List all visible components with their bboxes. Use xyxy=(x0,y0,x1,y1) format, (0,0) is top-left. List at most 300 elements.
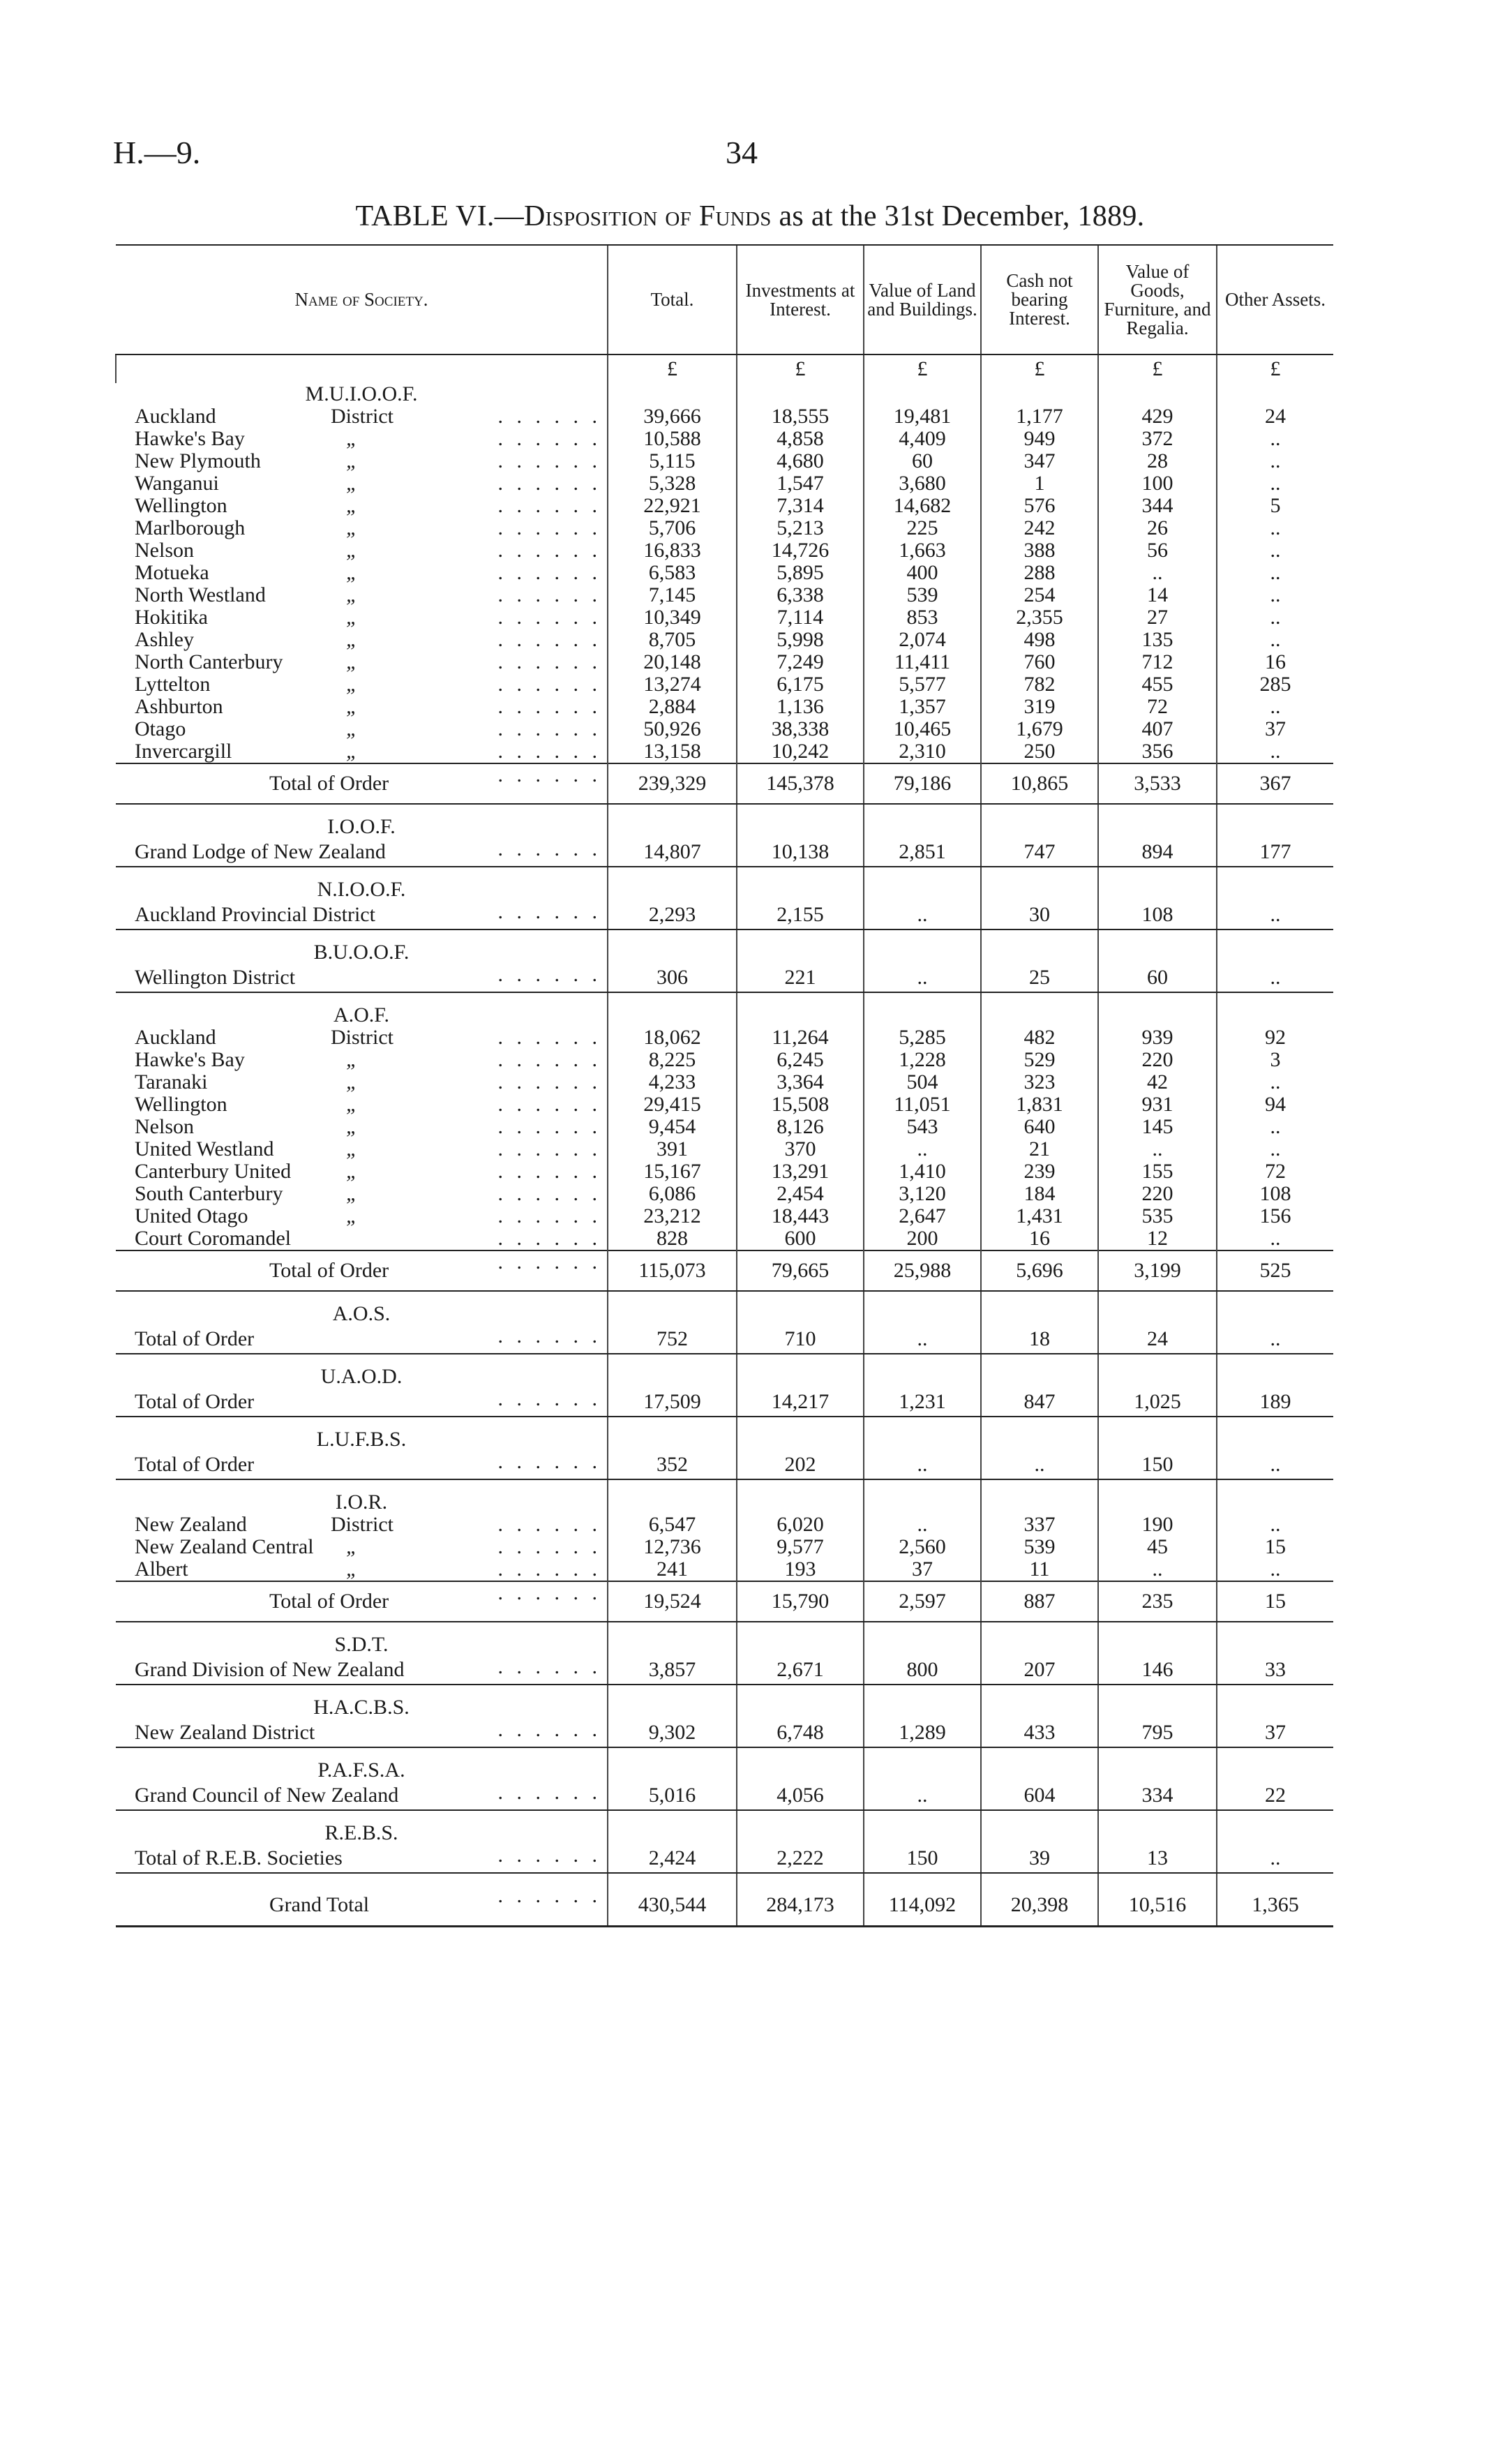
branch-name xyxy=(116,1093,608,1116)
value-cell: 2,074 xyxy=(864,629,981,651)
value-cell: 9,454 xyxy=(608,1116,737,1138)
value-cell: 2,671 xyxy=(737,1656,864,1685)
empty-cell xyxy=(608,992,737,1004)
empty-cell xyxy=(864,1873,981,1885)
units-spacer xyxy=(116,354,608,383)
value-cell: 17,509 xyxy=(608,1388,737,1417)
value-cell: 22,921 xyxy=(608,495,737,517)
value-cell: 193 xyxy=(737,1558,864,1581)
value-cell: 712 xyxy=(1098,651,1217,673)
empty-cell xyxy=(864,992,981,1004)
empty-cell xyxy=(981,383,1098,405)
value-cell: 5,998 xyxy=(737,629,864,651)
ditto-mark: „ xyxy=(346,1535,358,1558)
section-spacer xyxy=(116,1479,1333,1491)
branch-name-text: Nelson xyxy=(135,539,194,562)
value-cell: 372 xyxy=(1098,428,1217,450)
empty-cell xyxy=(737,1873,864,1885)
empty-cell xyxy=(1217,992,1333,1004)
society-heading: N.I.O.O.F. xyxy=(317,878,406,901)
empty-cell xyxy=(1217,1696,1333,1719)
society-heading-row xyxy=(116,1303,1333,1325)
value-cell: 220 xyxy=(1098,1183,1217,1205)
value-cell: 15 xyxy=(1217,1536,1333,1558)
empty-cell xyxy=(981,929,1098,941)
branch-name-text: Auckland xyxy=(135,405,216,428)
value-cell: .. xyxy=(864,1325,981,1354)
branch-name-text: North Westland xyxy=(135,583,266,606)
value-cell: 2,597 xyxy=(864,1581,981,1622)
value-cell: 18,555 xyxy=(737,405,864,428)
empty-cell xyxy=(1217,1634,1333,1656)
value-cell: 1,679 xyxy=(981,718,1098,740)
col-header-name: Name of Society. xyxy=(116,245,608,354)
value-cell: 429 xyxy=(1098,405,1217,428)
value-cell: 10,865 xyxy=(981,763,1098,804)
value-cell: .. xyxy=(1217,428,1333,450)
leader-dots: . . . . . . xyxy=(497,1324,601,1347)
society-heading-row xyxy=(116,1428,1333,1451)
leader-dots: . . . . . . xyxy=(497,1884,601,1907)
leader-dots: . . . . . . xyxy=(497,1558,601,1581)
branch-row xyxy=(116,673,1333,696)
empty-cell xyxy=(608,816,737,838)
title-caption: Disposition of Funds xyxy=(524,200,772,232)
value-cell: .. xyxy=(1217,606,1333,629)
value-cell: 344 xyxy=(1098,495,1217,517)
empty-cell xyxy=(864,1417,981,1428)
value-cell: 45 xyxy=(1098,1536,1217,1558)
value-cell: 5,213 xyxy=(737,517,864,539)
leader-dots: . . . . . . xyxy=(497,516,601,539)
value-cell: 10,242 xyxy=(737,740,864,763)
value-cell: 10,465 xyxy=(864,718,981,740)
section-spacer xyxy=(116,1291,1333,1303)
empty-cell xyxy=(1098,1366,1217,1388)
leader-dots: . . . . . . xyxy=(497,1535,601,1558)
value-cell: 8,225 xyxy=(608,1049,737,1071)
value-cell: .. xyxy=(1217,1451,1333,1479)
value-cell: 189 xyxy=(1217,1388,1333,1417)
empty-cell xyxy=(864,1479,981,1491)
value-cell: 10,138 xyxy=(737,838,864,867)
branch-name xyxy=(116,901,608,929)
unit-cell: £ xyxy=(608,354,737,383)
unit-cell: £ xyxy=(981,354,1098,383)
value-cell: .. xyxy=(1217,450,1333,472)
spacer-cell xyxy=(116,1417,608,1428)
ditto-mark: „ xyxy=(346,1558,358,1581)
value-cell: 9,302 xyxy=(608,1719,737,1747)
branch-row xyxy=(116,718,1333,740)
branch-name xyxy=(116,495,608,517)
empty-cell xyxy=(981,804,1098,816)
empty-cell xyxy=(737,1354,864,1366)
branch-name-text: Motueka xyxy=(135,561,209,584)
value-cell: 37 xyxy=(1217,718,1333,740)
value-cell: 4,233 xyxy=(608,1071,737,1093)
value-cell: 18,443 xyxy=(737,1205,864,1227)
empty-cell xyxy=(1098,383,1217,405)
value-cell: 8,705 xyxy=(608,629,737,651)
value-cell: 10,588 xyxy=(608,428,737,450)
value-cell: 20,148 xyxy=(608,651,737,673)
branch-name-text: Total of Order xyxy=(135,1327,255,1350)
branch-name xyxy=(116,584,608,606)
empty-cell xyxy=(1217,1291,1333,1303)
branch-row xyxy=(116,1138,1333,1160)
value-cell: 5,696 xyxy=(981,1250,1098,1291)
value-cell: 1,357 xyxy=(864,696,981,718)
value-cell: .. xyxy=(1217,1558,1333,1581)
society-heading: A.O.F. xyxy=(333,1003,390,1026)
ditto-mark: „ xyxy=(346,740,358,763)
value-cell: 72 xyxy=(1098,696,1217,718)
branch-name-text: Grand Council of New Zealand xyxy=(135,1784,399,1807)
society-heading: B.U.O.O.F. xyxy=(313,941,410,964)
branch-row xyxy=(116,1116,1333,1138)
order-total-row xyxy=(116,1581,1333,1622)
value-cell: 504 xyxy=(864,1071,981,1093)
empty-cell xyxy=(1098,1822,1217,1844)
empty-cell xyxy=(864,879,981,901)
branch-row xyxy=(116,606,1333,629)
value-cell: 60 xyxy=(864,450,981,472)
spacer-cell xyxy=(116,1291,608,1303)
value-cell: 6,338 xyxy=(737,584,864,606)
value-cell: 72 xyxy=(1217,1160,1333,1183)
value-cell: 14,217 xyxy=(737,1388,864,1417)
leader-dots: . . . . . . xyxy=(497,1250,601,1274)
value-cell: 9,577 xyxy=(737,1536,864,1558)
empty-cell xyxy=(1098,816,1217,838)
empty-cell xyxy=(1217,1366,1333,1388)
value-cell: 13,291 xyxy=(737,1160,864,1183)
ditto-mark: „ xyxy=(346,1048,358,1071)
value-cell: 2,560 xyxy=(864,1536,981,1558)
value-cell: 931 xyxy=(1098,1093,1217,1116)
branch-name xyxy=(116,1138,608,1160)
value-cell: 242 xyxy=(981,517,1098,539)
branch-name-text: Hokitika xyxy=(135,606,208,629)
value-cell: 284,173 xyxy=(737,1885,864,1927)
value-cell: 108 xyxy=(1098,901,1217,929)
value-cell: 60 xyxy=(1098,964,1217,992)
empty-cell xyxy=(1217,1747,1333,1759)
value-cell: 7,249 xyxy=(737,651,864,673)
branch-name-text: United Otago xyxy=(135,1204,248,1227)
value-cell: 155 xyxy=(1098,1160,1217,1183)
empty-cell xyxy=(864,1747,981,1759)
leader-dots: . . . . . . xyxy=(497,561,601,584)
society-heading: H.A.C.B.S. xyxy=(313,1696,410,1719)
branch-name xyxy=(116,1656,608,1685)
leader-dots: . . . . . . xyxy=(497,1182,601,1205)
empty-cell xyxy=(864,941,981,964)
empty-cell xyxy=(608,1354,737,1366)
branch-name-text: Otago xyxy=(135,717,186,740)
empty-cell xyxy=(608,941,737,964)
value-cell: 795 xyxy=(1098,1719,1217,1747)
value-cell: 92 xyxy=(1217,1026,1333,1049)
empty-cell xyxy=(981,1354,1098,1366)
empty-cell xyxy=(1098,1491,1217,1514)
branch-name xyxy=(116,1049,608,1071)
ditto-mark: „ xyxy=(346,1070,358,1093)
value-cell: 939 xyxy=(1098,1026,1217,1049)
value-cell: 13,158 xyxy=(608,740,737,763)
order-total-label xyxy=(116,1250,608,1291)
value-cell: 5,706 xyxy=(608,517,737,539)
branch-name xyxy=(116,1071,608,1093)
empty-cell xyxy=(981,879,1098,901)
value-cell: 14,726 xyxy=(737,539,864,562)
empty-cell xyxy=(1217,867,1333,879)
order-total-row xyxy=(116,763,1333,804)
empty-cell xyxy=(737,804,864,816)
value-cell: 433 xyxy=(981,1719,1098,1747)
society-heading-row xyxy=(116,1366,1333,1388)
branch-name-text: Court Coromandel xyxy=(135,1227,292,1250)
value-cell: 4,680 xyxy=(737,450,864,472)
value-cell: 145,378 xyxy=(737,763,864,804)
value-cell: 288 xyxy=(981,562,1098,584)
empty-cell xyxy=(1217,1303,1333,1325)
value-cell: 2,355 xyxy=(981,606,1098,629)
branch-name xyxy=(116,1782,608,1810)
value-cell: .. xyxy=(864,901,981,929)
value-cell: 847 xyxy=(981,1388,1098,1417)
value-cell: 356 xyxy=(1098,740,1217,763)
value-cell: 202 xyxy=(737,1451,864,1479)
value-cell: 21 xyxy=(981,1138,1098,1160)
value-cell: 29,415 xyxy=(608,1093,737,1116)
empty-cell xyxy=(737,1004,864,1026)
society-row xyxy=(116,964,1333,992)
value-cell: 347 xyxy=(981,450,1098,472)
empty-cell xyxy=(981,1810,1098,1822)
empty-cell xyxy=(1098,1634,1217,1656)
value-cell: .. xyxy=(1217,1844,1333,1873)
value-cell: 37 xyxy=(1217,1719,1333,1747)
empty-cell xyxy=(737,1303,864,1325)
branch-name xyxy=(116,562,608,584)
empty-cell xyxy=(737,1491,864,1514)
ditto-mark: „ xyxy=(346,1137,358,1160)
value-cell: 2,884 xyxy=(608,696,737,718)
empty-cell xyxy=(737,1622,864,1634)
value-cell: 135 xyxy=(1098,629,1217,651)
branch-name-text: Total of Order xyxy=(135,1453,255,1476)
value-cell: .. xyxy=(1098,1138,1217,1160)
empty-cell xyxy=(737,1291,864,1303)
value-cell: 27 xyxy=(1098,606,1217,629)
branch-name xyxy=(116,517,608,539)
value-cell: 200 xyxy=(864,1227,981,1250)
empty-cell xyxy=(981,1417,1098,1428)
branch-row xyxy=(116,629,1333,651)
col-header-land: Value of Land and Buildings. xyxy=(864,245,981,354)
empty-cell xyxy=(864,804,981,816)
ditto-mark: „ xyxy=(346,1093,358,1116)
value-cell: 5,328 xyxy=(608,472,737,495)
empty-cell xyxy=(608,1417,737,1428)
leader-dots: . . . . . . xyxy=(497,1026,601,1049)
society-heading: U.A.O.D. xyxy=(320,1365,403,1388)
empty-cell xyxy=(1217,879,1333,901)
value-cell: 25,988 xyxy=(864,1250,981,1291)
empty-cell xyxy=(737,992,864,1004)
branch-name-text: Canterbury United xyxy=(135,1160,292,1183)
branch-name xyxy=(116,673,608,696)
spacer-cell xyxy=(116,1354,608,1366)
empty-cell xyxy=(1217,1479,1333,1491)
value-cell: 5,016 xyxy=(608,1782,737,1810)
branch-row xyxy=(116,428,1333,450)
branch-name xyxy=(116,651,608,673)
empty-cell xyxy=(737,1822,864,1844)
value-cell: 1,025 xyxy=(1098,1388,1217,1417)
section-spacer xyxy=(116,1354,1333,1366)
branch-name-text: Hawke's Bay xyxy=(135,427,245,450)
value-cell: 6,020 xyxy=(737,1514,864,1536)
empty-cell xyxy=(608,1428,737,1451)
value-cell: 16,833 xyxy=(608,539,737,562)
value-cell: 710 xyxy=(737,1325,864,1354)
empty-cell xyxy=(981,816,1098,838)
ditto-mark: „ xyxy=(346,583,358,606)
value-cell: 239 xyxy=(981,1160,1098,1183)
value-cell: 33 xyxy=(1217,1656,1333,1685)
section-spacer xyxy=(116,1810,1333,1822)
branch-name-text: South Canterbury xyxy=(135,1182,283,1205)
empty-cell xyxy=(864,1291,981,1303)
empty-cell xyxy=(981,1491,1098,1514)
branch-name xyxy=(116,1227,608,1250)
empty-cell xyxy=(1098,1622,1217,1634)
leader-dots: . . . . . . xyxy=(497,1581,601,1604)
branch-name xyxy=(116,629,608,651)
branch-name-text: United Westland xyxy=(135,1137,274,1160)
empty-cell xyxy=(1217,941,1333,964)
value-cell: 241 xyxy=(608,1558,737,1581)
branch-row xyxy=(116,1026,1333,1049)
empty-cell xyxy=(608,804,737,816)
empty-cell xyxy=(1098,1873,1217,1885)
value-cell: 15,790 xyxy=(737,1581,864,1622)
leader-dots: . . . . . . xyxy=(497,427,601,450)
value-cell: 1,431 xyxy=(981,1205,1098,1227)
value-cell: 18 xyxy=(981,1325,1098,1354)
empty-cell xyxy=(1217,804,1333,816)
branch-row xyxy=(116,1049,1333,1071)
value-cell: 225 xyxy=(864,517,981,539)
value-cell: .. xyxy=(1217,1116,1333,1138)
unit-cell: £ xyxy=(1217,354,1333,383)
empty-cell xyxy=(864,1622,981,1634)
value-cell: 8,126 xyxy=(737,1116,864,1138)
society-heading-row xyxy=(116,1004,1333,1026)
value-cell: .. xyxy=(864,1451,981,1479)
ditto-mark: „ xyxy=(346,494,358,517)
empty-cell xyxy=(608,383,737,405)
empty-cell xyxy=(981,1291,1098,1303)
value-cell: 19,524 xyxy=(608,1581,737,1622)
value-cell: 4,858 xyxy=(737,428,864,450)
ditto-mark: „ xyxy=(346,516,358,539)
empty-cell xyxy=(1098,804,1217,816)
value-cell: .. xyxy=(1217,539,1333,562)
empty-cell xyxy=(981,1303,1098,1325)
branch-name-text: Auckland xyxy=(135,1026,216,1049)
value-cell: .. xyxy=(864,1514,981,1536)
branch-row xyxy=(116,495,1333,517)
col-header-cash: Cash not bearing Interest. xyxy=(981,245,1098,354)
branch-name-text: Auckland Provincial District xyxy=(135,903,375,926)
branch-row xyxy=(116,472,1333,495)
value-cell: 498 xyxy=(981,629,1098,651)
value-cell: .. xyxy=(1217,1227,1333,1250)
value-cell: 5,577 xyxy=(864,673,981,696)
branch-name-text: Taranaki xyxy=(135,1070,208,1093)
value-cell: 30 xyxy=(981,901,1098,929)
order-total-label xyxy=(116,763,608,804)
ditto-mark: „ xyxy=(346,449,358,472)
section-spacer xyxy=(116,1747,1333,1759)
empty-cell xyxy=(737,867,864,879)
value-cell: 2,222 xyxy=(737,1844,864,1873)
value-cell: 10,516 xyxy=(1098,1885,1217,1927)
empty-cell xyxy=(737,1759,864,1782)
value-cell: 319 xyxy=(981,696,1098,718)
branch-name xyxy=(116,1558,608,1581)
value-cell: 529 xyxy=(981,1049,1098,1071)
branch-row xyxy=(116,1160,1333,1183)
value-cell: .. xyxy=(1217,901,1333,929)
table-body xyxy=(116,354,1333,1927)
branch-name-text: Total of R.E.B. Societies xyxy=(135,1846,343,1869)
spacer-cell xyxy=(116,1479,608,1491)
value-cell: 114,092 xyxy=(864,1885,981,1927)
value-cell: 10,349 xyxy=(608,606,737,629)
empty-cell xyxy=(864,1685,981,1696)
value-cell: 5,285 xyxy=(864,1026,981,1049)
value-cell: 145 xyxy=(1098,1116,1217,1138)
branch-name xyxy=(116,1536,608,1558)
value-cell: 5,115 xyxy=(608,450,737,472)
empty-cell xyxy=(737,1747,864,1759)
leader-dots: . . . . . . xyxy=(497,1070,601,1093)
value-cell: 543 xyxy=(864,1116,981,1138)
value-cell: 184 xyxy=(981,1183,1098,1205)
leader-dots: . . . . . . xyxy=(497,1093,601,1116)
branch-name-text: Wanganui xyxy=(135,472,219,495)
value-cell: 3,857 xyxy=(608,1656,737,1685)
branch-name xyxy=(116,740,608,763)
value-cell: 15,167 xyxy=(608,1160,737,1183)
value-cell: 576 xyxy=(981,495,1098,517)
value-cell: .. xyxy=(1217,1325,1333,1354)
order-total-label xyxy=(116,1581,608,1622)
value-cell: 6,086 xyxy=(608,1183,737,1205)
value-cell: 11,051 xyxy=(864,1093,981,1116)
value-cell: .. xyxy=(1217,629,1333,651)
empty-cell xyxy=(981,1366,1098,1388)
order-total-row xyxy=(116,1250,1333,1291)
value-cell: 752 xyxy=(608,1325,737,1354)
value-cell: 285 xyxy=(1217,673,1333,696)
value-cell: 11,411 xyxy=(864,651,981,673)
